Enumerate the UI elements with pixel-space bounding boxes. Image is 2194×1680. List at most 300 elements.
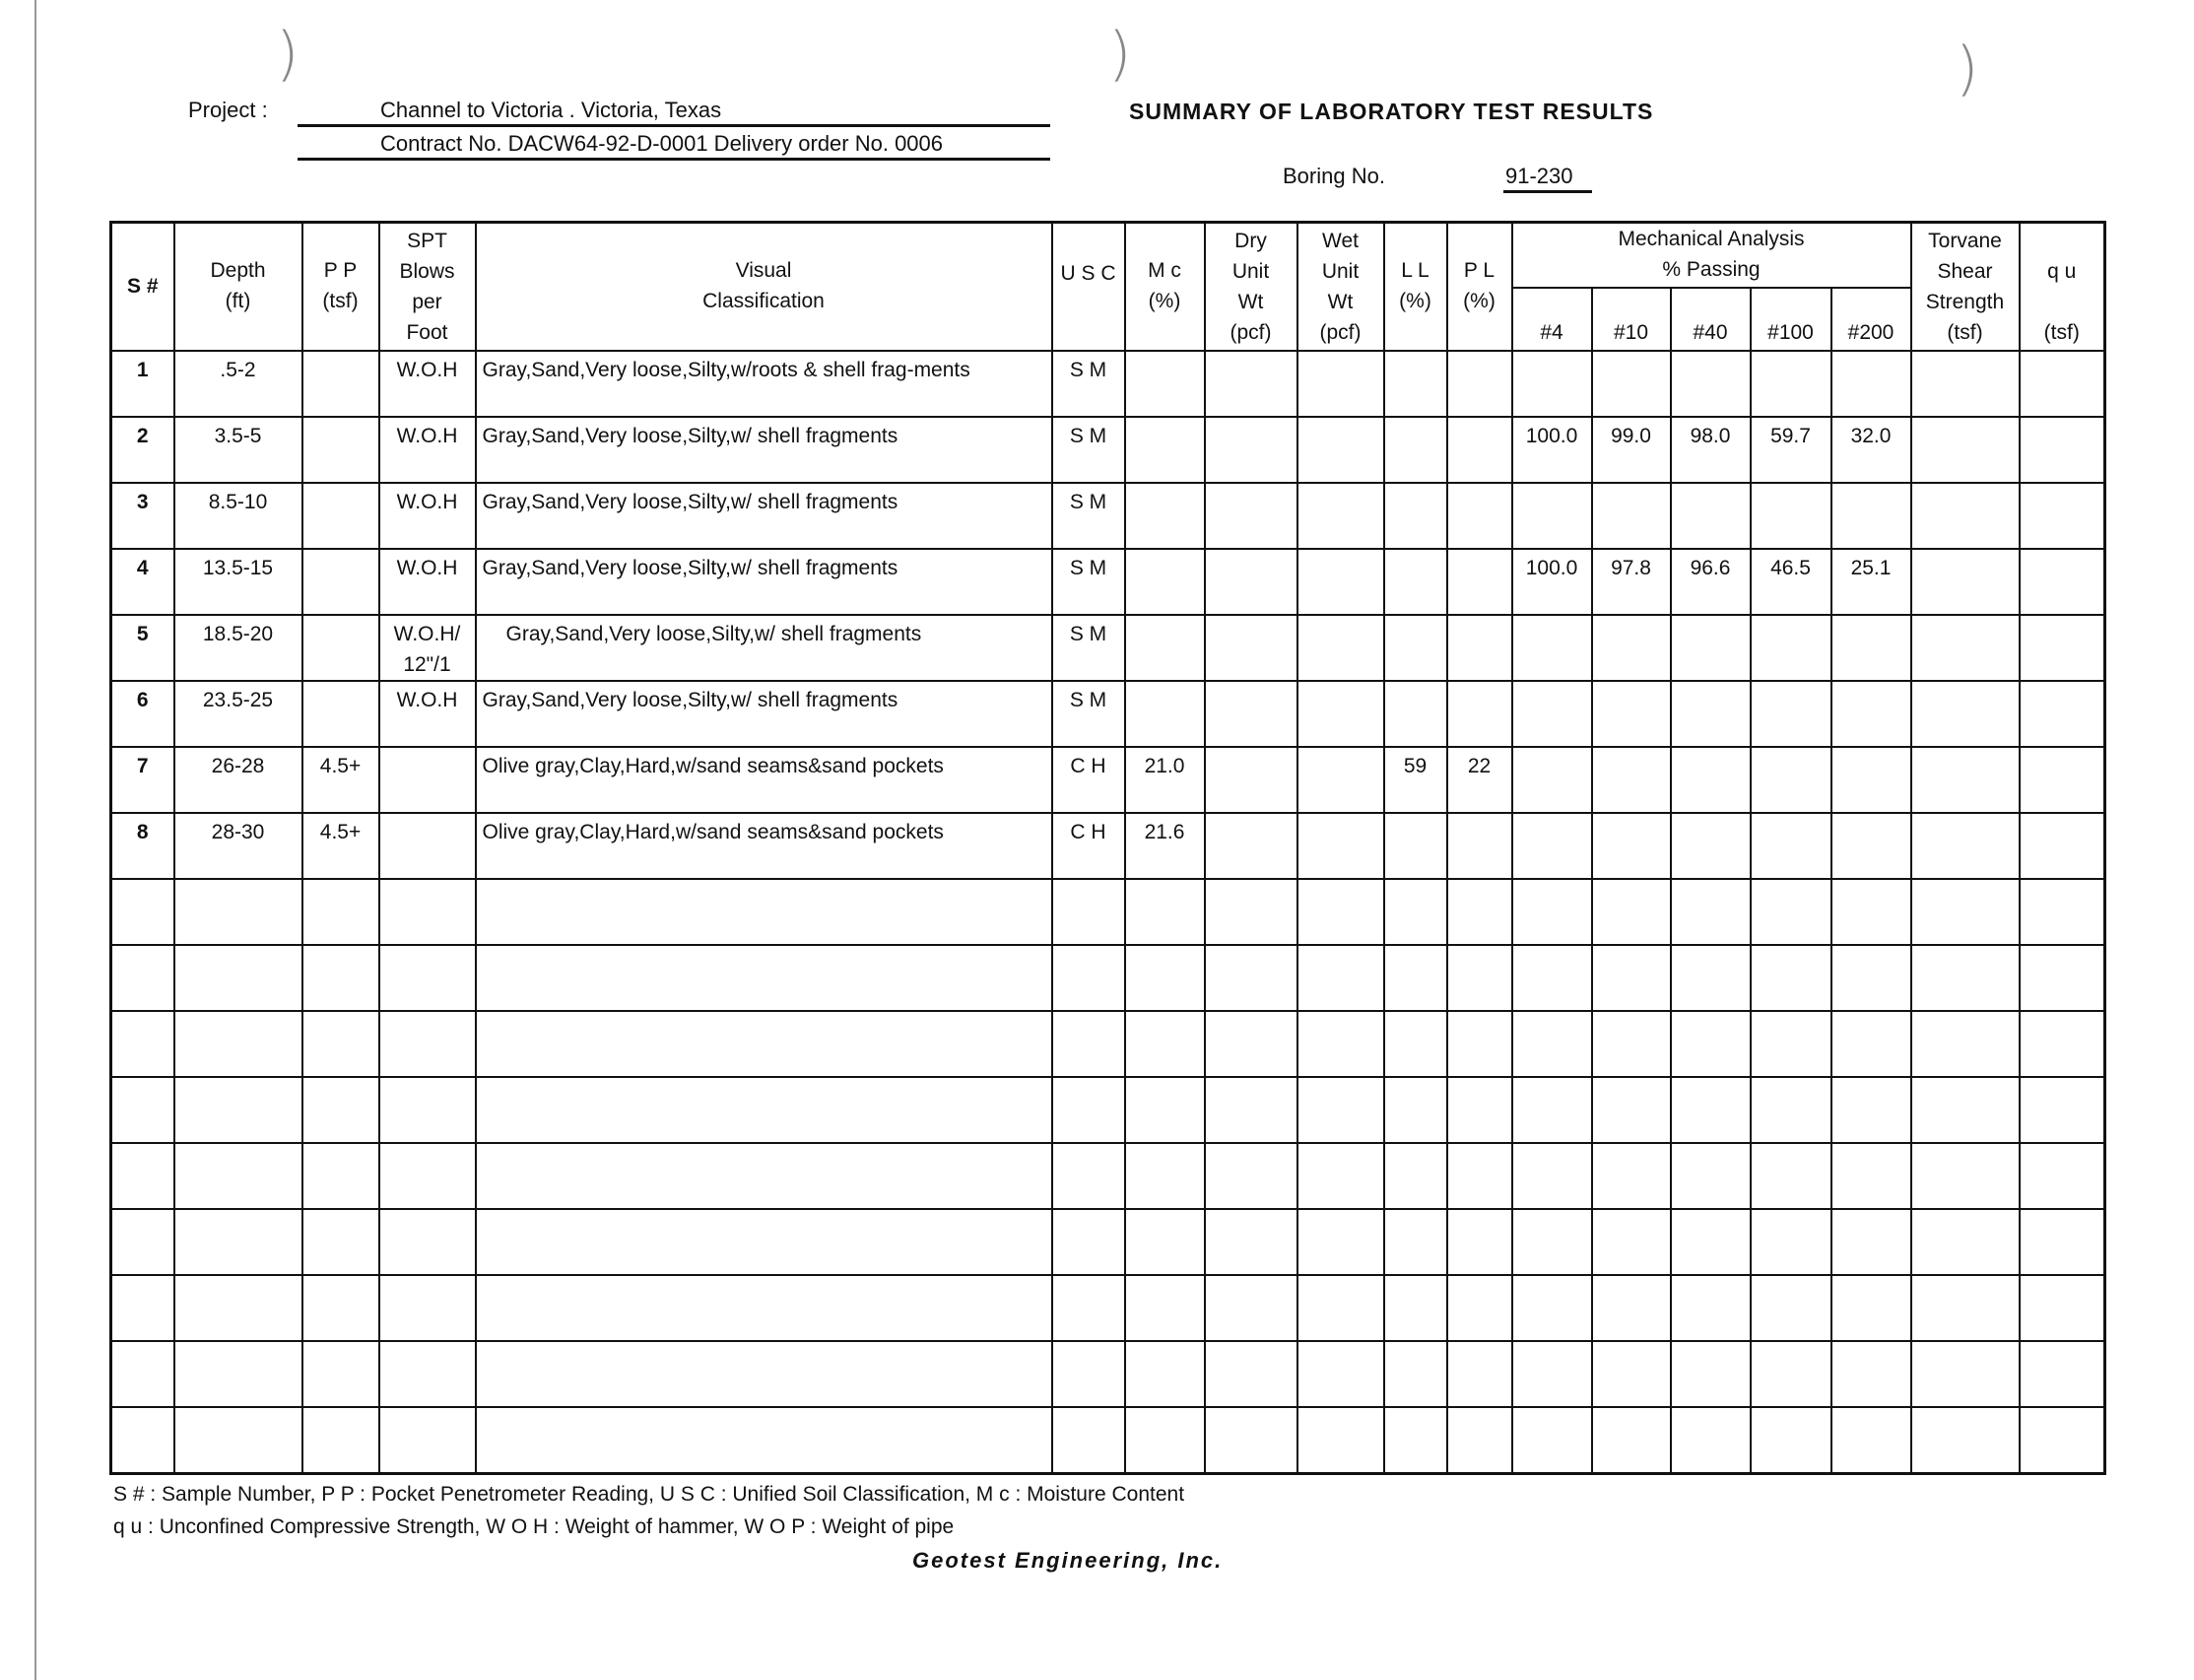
cell-torvane-strength (1911, 615, 2020, 681)
cell-plastic-limit (1447, 813, 1512, 879)
empty-cell (1052, 1407, 1125, 1473)
empty-cell (1911, 879, 2020, 945)
cell-depth: 18.5-20 (174, 615, 302, 681)
empty-table-row (111, 1209, 2105, 1275)
cell-torvane-strength (1911, 549, 2020, 615)
legend-line-1: S # : Sample Number, P P : Pocket Penetrometer Reading, U S C : Unified Soil Classification, M c : Moisture Content (113, 1483, 1185, 1506)
empty-cell (1052, 1011, 1125, 1077)
col-visual-line2: Classification (702, 290, 825, 312)
cell-pocket-penetrometer: 4.5+ (302, 747, 379, 813)
empty-cell (379, 945, 476, 1011)
project-name: Channel to Victoria . Victoria, Texas (380, 98, 722, 122)
empty-cell (1205, 945, 1297, 1011)
col-wet-line1: Wet (1322, 230, 1359, 252)
binder-margin-line (34, 0, 36, 1680)
cell-usc: S M (1052, 549, 1125, 615)
col-ll-title: L L (1401, 259, 1429, 282)
empty-cell (1447, 1011, 1512, 1077)
cell-wet-unit-weight (1297, 483, 1384, 549)
cell-moisture-content: 21.0 (1125, 747, 1205, 813)
col-wet-line4: (pcf) (1319, 321, 1362, 344)
empty-cell (111, 1143, 174, 1209)
cell-torvane-strength (1911, 681, 2020, 747)
cell-liquid-limit (1384, 351, 1447, 417)
empty-cell (1831, 1407, 1911, 1473)
cell-visual-classification: Gray,Sand,Very loose,Silty,w/roots & shell frag-ments (476, 351, 1052, 417)
empty-cell (1125, 1077, 1205, 1143)
col-sieve-100: #100 (1751, 288, 1831, 351)
empty-cell (1125, 1209, 1205, 1275)
cell-passing-4 (1512, 681, 1592, 747)
col-pp (302, 223, 379, 352)
empty-cell (1751, 879, 1831, 945)
empty-cell (2020, 879, 2105, 945)
cell-torvane-strength (1911, 813, 2020, 879)
empty-cell (1512, 1341, 1592, 1407)
cell-passing-4 (1512, 615, 1592, 681)
empty-table-row (111, 879, 2105, 945)
col-mc-title: M c (1148, 259, 1181, 282)
empty-cell (1384, 945, 1447, 1011)
empty-cell (1052, 879, 1125, 945)
cell-dry-unit-weight (1205, 747, 1297, 813)
empty-cell (1592, 879, 1671, 945)
cell-pocket-penetrometer: 4.5+ (302, 813, 379, 879)
col-mc (1125, 223, 1205, 352)
empty-cell (302, 1143, 379, 1209)
cell-dry-unit-weight (1205, 681, 1297, 747)
empty-cell (1125, 1275, 1205, 1341)
empty-cell (2020, 945, 2105, 1011)
col-wet-line3: Wt (1327, 291, 1354, 313)
empty-cell (111, 1077, 174, 1143)
cell-passing-10 (1592, 483, 1671, 549)
empty-cell (111, 1341, 174, 1407)
cell-passing-200 (1831, 615, 1911, 681)
cell-wet-unit-weight (1297, 747, 1384, 813)
empty-cell (1447, 1341, 1512, 1407)
empty-cell (379, 1077, 476, 1143)
cell-passing-10 (1592, 747, 1671, 813)
col-spt-line1: SPT (407, 230, 447, 252)
empty-cell (1447, 945, 1512, 1011)
cell-sample-number: 1 (111, 351, 174, 417)
empty-cell (1592, 1341, 1671, 1407)
cell-passing-4: 100.0 (1512, 549, 1592, 615)
table-row (111, 549, 2105, 615)
cell-spt-blows: W.O.H (379, 483, 476, 549)
col-qu (2020, 223, 2105, 352)
empty-cell (1512, 945, 1592, 1011)
empty-cell (111, 879, 174, 945)
empty-cell (1751, 1077, 1831, 1143)
empty-cell (1831, 1143, 1911, 1209)
empty-cell (1297, 945, 1384, 1011)
cell-passing-40 (1671, 483, 1751, 549)
col-depth-title: Depth (210, 259, 266, 282)
empty-cell (1512, 1143, 1592, 1209)
col-sieve-40: #40 (1671, 288, 1751, 351)
col-dry-line3: Wt (1237, 291, 1264, 313)
cell-depth: 26-28 (174, 747, 302, 813)
empty-cell (1911, 1011, 2020, 1077)
cell-plastic-limit (1447, 681, 1512, 747)
punch-hole-mark: ) (276, 20, 299, 89)
lab-results-table (109, 221, 2106, 1475)
empty-cell (1831, 1341, 1911, 1407)
cell-unconfined-strength (2020, 747, 2105, 813)
cell-passing-4 (1512, 483, 1592, 549)
empty-cell (111, 945, 174, 1011)
cell-visual-classification: Gray,Sand,Very loose,Silty,w/ shell fragments (476, 615, 1052, 681)
cell-wet-unit-weight (1297, 549, 1384, 615)
table-body (111, 351, 2105, 1473)
cell-passing-4: 100.0 (1512, 417, 1592, 483)
cell-moisture-content (1125, 681, 1205, 747)
empty-cell (2020, 1077, 2105, 1143)
cell-pocket-penetrometer (302, 615, 379, 681)
empty-cell (174, 1143, 302, 1209)
cell-plastic-limit (1447, 417, 1512, 483)
cell-plastic-limit (1447, 615, 1512, 681)
col-ll (1384, 223, 1447, 352)
empty-cell (1512, 1275, 1592, 1341)
table-row (111, 417, 2105, 483)
cell-pocket-penetrometer (302, 417, 379, 483)
col-dry-line4: (pcf) (1230, 321, 1272, 344)
empty-cell (302, 1275, 379, 1341)
empty-table-row (111, 1011, 2105, 1077)
empty-cell (1512, 1209, 1592, 1275)
empty-cell (1592, 1077, 1671, 1143)
empty-cell (1751, 1209, 1831, 1275)
empty-cell (1751, 1407, 1831, 1473)
company-name: Geotest Engineering, Inc. (912, 1548, 1224, 1573)
col-dry-line2: Unit (1231, 260, 1270, 283)
empty-cell (174, 1077, 302, 1143)
cell-unconfined-strength (2020, 351, 2105, 417)
table-row (111, 681, 2105, 747)
cell-depth: 13.5-15 (174, 549, 302, 615)
cell-pocket-penetrometer (302, 483, 379, 549)
cell-wet-unit-weight (1297, 813, 1384, 879)
cell-liquid-limit (1384, 813, 1447, 879)
col-torvane-line3: Strength (1925, 291, 2005, 313)
cell-passing-200 (1831, 351, 1911, 417)
cell-visual-classification: Gray,Sand,Very loose,Silty,w/ shell fragments (476, 483, 1052, 549)
cell-dry-unit-weight (1205, 351, 1297, 417)
empty-cell (1125, 1341, 1205, 1407)
cell-spt-blows: W.O.H (379, 351, 476, 417)
cell-passing-200: 25.1 (1831, 549, 1911, 615)
col-mechanical-analysis (1512, 223, 1911, 289)
empty-cell (1447, 1407, 1512, 1473)
boring-underline (1503, 190, 1592, 193)
empty-cell (1205, 1407, 1297, 1473)
col-ll-unit: (%) (1399, 290, 1431, 312)
cell-passing-100 (1751, 681, 1831, 747)
col-wet-unit-wt (1297, 223, 1384, 352)
empty-cell (1831, 879, 1911, 945)
cell-usc: C H (1052, 747, 1125, 813)
empty-cell (302, 1209, 379, 1275)
empty-cell (1592, 945, 1671, 1011)
empty-table-row (111, 1077, 2105, 1143)
empty-cell (1125, 1143, 1205, 1209)
col-sieve-4: #4 (1512, 288, 1592, 351)
cell-passing-200 (1831, 483, 1911, 549)
empty-cell (1205, 1275, 1297, 1341)
empty-cell (1671, 1209, 1751, 1275)
empty-cell (302, 1077, 379, 1143)
cell-moisture-content (1125, 483, 1205, 549)
empty-cell (1297, 1407, 1384, 1473)
empty-cell (1052, 1275, 1125, 1341)
empty-cell (1592, 1209, 1671, 1275)
empty-cell (476, 1209, 1052, 1275)
empty-cell (476, 1077, 1052, 1143)
empty-cell (1592, 1143, 1671, 1209)
col-depth-unit: (ft) (225, 290, 251, 312)
col-pp-title: P P (323, 259, 358, 282)
legend-line-2: q u : Unconfined Compressive Strength, W O H : Weight of hammer, W O P : Weight of pipe (113, 1515, 955, 1538)
project-underline (298, 124, 1050, 127)
empty-cell (1205, 1143, 1297, 1209)
cell-liquid-limit (1384, 417, 1447, 483)
empty-cell (1384, 1011, 1447, 1077)
cell-passing-100 (1751, 483, 1831, 549)
empty-cell (1911, 1275, 2020, 1341)
cell-spt-blows (379, 813, 476, 879)
empty-cell (1205, 879, 1297, 945)
col-pl (1447, 223, 1512, 352)
empty-cell (174, 879, 302, 945)
empty-cell (1297, 1209, 1384, 1275)
cell-dry-unit-weight (1205, 483, 1297, 549)
col-spt-line2: Blows (399, 260, 455, 283)
cell-spt-blows (379, 747, 476, 813)
cell-unconfined-strength (2020, 813, 2105, 879)
cell-depth: 28-30 (174, 813, 302, 879)
cell-moisture-content (1125, 615, 1205, 681)
empty-cell (1671, 1143, 1751, 1209)
empty-cell (476, 1011, 1052, 1077)
empty-cell (1911, 1143, 2020, 1209)
empty-cell (1125, 945, 1205, 1011)
col-wet-line2: Unit (1321, 260, 1360, 283)
empty-cell (1447, 1143, 1512, 1209)
cell-passing-10: 99.0 (1592, 417, 1671, 483)
empty-cell (1911, 1407, 2020, 1473)
empty-cell (1911, 1077, 2020, 1143)
empty-cell (1205, 1011, 1297, 1077)
cell-unconfined-strength (2020, 615, 2105, 681)
cell-unconfined-strength (2020, 549, 2105, 615)
empty-cell (111, 1209, 174, 1275)
empty-cell (111, 1275, 174, 1341)
cell-usc: C H (1052, 813, 1125, 879)
empty-cell (1512, 1011, 1592, 1077)
cell-visual-classification: Olive gray,Clay,Hard,w/sand seams&sand pockets (476, 813, 1052, 879)
cell-passing-40 (1671, 351, 1751, 417)
empty-cell (174, 945, 302, 1011)
empty-cell (476, 945, 1052, 1011)
table-row (111, 483, 2105, 549)
cell-passing-200 (1831, 681, 1911, 747)
empty-cell (174, 1011, 302, 1077)
col-spt-line3: per (412, 291, 442, 313)
empty-cell (476, 1143, 1052, 1209)
col-torvane-line1: Torvane (1928, 230, 2002, 252)
empty-cell (379, 1209, 476, 1275)
cell-sample-number: 4 (111, 549, 174, 615)
cell-usc: S M (1052, 615, 1125, 681)
col-torvane-line4: (tsf) (1947, 321, 1983, 344)
cell-liquid-limit (1384, 681, 1447, 747)
col-dry-line1: Dry (1234, 230, 1267, 252)
empty-cell (1512, 1407, 1592, 1473)
empty-cell (1671, 945, 1751, 1011)
cell-sample-number: 8 (111, 813, 174, 879)
boring-number: 91-230 (1505, 164, 1573, 188)
table-header (111, 223, 2105, 352)
empty-cell (379, 1275, 476, 1341)
cell-usc: S M (1052, 417, 1125, 483)
cell-passing-10 (1592, 351, 1671, 417)
cell-passing-40 (1671, 747, 1751, 813)
empty-cell (1447, 879, 1512, 945)
cell-passing-100 (1751, 747, 1831, 813)
cell-passing-200: 32.0 (1831, 417, 1911, 483)
cell-pocket-penetrometer (302, 681, 379, 747)
cell-usc: S M (1052, 351, 1125, 417)
cell-wet-unit-weight (1297, 615, 1384, 681)
empty-cell (1125, 1011, 1205, 1077)
cell-visual-classification: Gray,Sand,Very loose,Silty,w/ shell fragments (476, 549, 1052, 615)
empty-cell (1297, 1275, 1384, 1341)
empty-cell (1751, 1011, 1831, 1077)
empty-table-row (111, 1275, 2105, 1341)
empty-cell (1592, 1407, 1671, 1473)
empty-cell (1751, 1275, 1831, 1341)
cell-spt-blows: W.O.H (379, 681, 476, 747)
empty-cell (1911, 1209, 2020, 1275)
empty-cell (1911, 945, 2020, 1011)
cell-unconfined-strength (2020, 681, 2105, 747)
cell-plastic-limit: 22 (1447, 747, 1512, 813)
empty-cell (2020, 1341, 2105, 1407)
cell-dry-unit-weight (1205, 417, 1297, 483)
col-dry-unit-wt (1205, 223, 1297, 352)
col-visual (476, 223, 1052, 352)
empty-cell (1831, 1275, 1911, 1341)
col-qu-title: q u (2047, 260, 2077, 283)
empty-cell (174, 1209, 302, 1275)
empty-cell (1052, 945, 1125, 1011)
col-qu-unit: (tsf) (2043, 321, 2080, 344)
empty-cell (1297, 1143, 1384, 1209)
empty-cell (1447, 1275, 1512, 1341)
empty-cell (379, 1143, 476, 1209)
col-mech-title: Mechanical Analysis (1618, 228, 1805, 250)
cell-torvane-strength (1911, 417, 2020, 483)
empty-cell (476, 1341, 1052, 1407)
cell-passing-200 (1831, 813, 1911, 879)
col-visual-line1: Visual (735, 259, 792, 282)
col-pp-unit: (tsf) (322, 290, 359, 312)
col-torvane-line2: Shear (1937, 260, 1993, 283)
cell-torvane-strength (1911, 483, 2020, 549)
empty-cell (1384, 1341, 1447, 1407)
empty-cell (1205, 1341, 1297, 1407)
empty-cell (1592, 1011, 1671, 1077)
empty-table-row (111, 1341, 2105, 1407)
cell-usc: S M (1052, 681, 1125, 747)
empty-cell (1125, 879, 1205, 945)
empty-cell (1447, 1077, 1512, 1143)
cell-passing-4 (1512, 351, 1592, 417)
cell-dry-unit-weight (1205, 615, 1297, 681)
empty-cell (1384, 1077, 1447, 1143)
empty-table-row (111, 1407, 2105, 1473)
empty-cell (1052, 1209, 1125, 1275)
cell-depth: .5-2 (174, 351, 302, 417)
empty-cell (1671, 1341, 1751, 1407)
empty-cell (302, 1407, 379, 1473)
empty-cell (1052, 1143, 1125, 1209)
empty-cell (1831, 1077, 1911, 1143)
empty-cell (476, 879, 1052, 945)
cell-passing-100 (1751, 813, 1831, 879)
table-row (111, 813, 2105, 879)
empty-cell (379, 1407, 476, 1473)
cell-passing-100 (1751, 615, 1831, 681)
cell-unconfined-strength (2020, 417, 2105, 483)
empty-cell (1052, 1341, 1125, 1407)
empty-cell (1592, 1275, 1671, 1341)
empty-cell (1831, 945, 1911, 1011)
cell-liquid-limit (1384, 483, 1447, 549)
empty-cell (1751, 945, 1831, 1011)
empty-cell (111, 1011, 174, 1077)
empty-cell (302, 945, 379, 1011)
col-spt-line4: Foot (406, 321, 448, 344)
empty-cell (174, 1407, 302, 1473)
empty-cell (1297, 1011, 1384, 1077)
contract-underline (298, 158, 1050, 161)
cell-unconfined-strength (2020, 483, 2105, 549)
empty-cell (1052, 1077, 1125, 1143)
cell-sample-number: 6 (111, 681, 174, 747)
cell-passing-100: 59.7 (1751, 417, 1831, 483)
cell-passing-100: 46.5 (1751, 549, 1831, 615)
empty-cell (2020, 1275, 2105, 1341)
empty-cell (1512, 1077, 1592, 1143)
empty-cell (1384, 1143, 1447, 1209)
cell-passing-4 (1512, 747, 1592, 813)
empty-cell (1751, 1341, 1831, 1407)
cell-visual-classification: Olive gray,Clay,Hard,w/sand seams&sand pockets (476, 747, 1052, 813)
cell-usc: S M (1052, 483, 1125, 549)
cell-passing-10 (1592, 681, 1671, 747)
col-mc-unit: (%) (1148, 290, 1181, 312)
empty-cell (1671, 1407, 1751, 1473)
table-row (111, 747, 2105, 813)
cell-spt-blows: W.O.H/ 12"/1 (379, 615, 476, 681)
empty-cell (1297, 1341, 1384, 1407)
boring-label: Boring No. (1283, 164, 1385, 188)
empty-table-row (111, 1143, 2105, 1209)
